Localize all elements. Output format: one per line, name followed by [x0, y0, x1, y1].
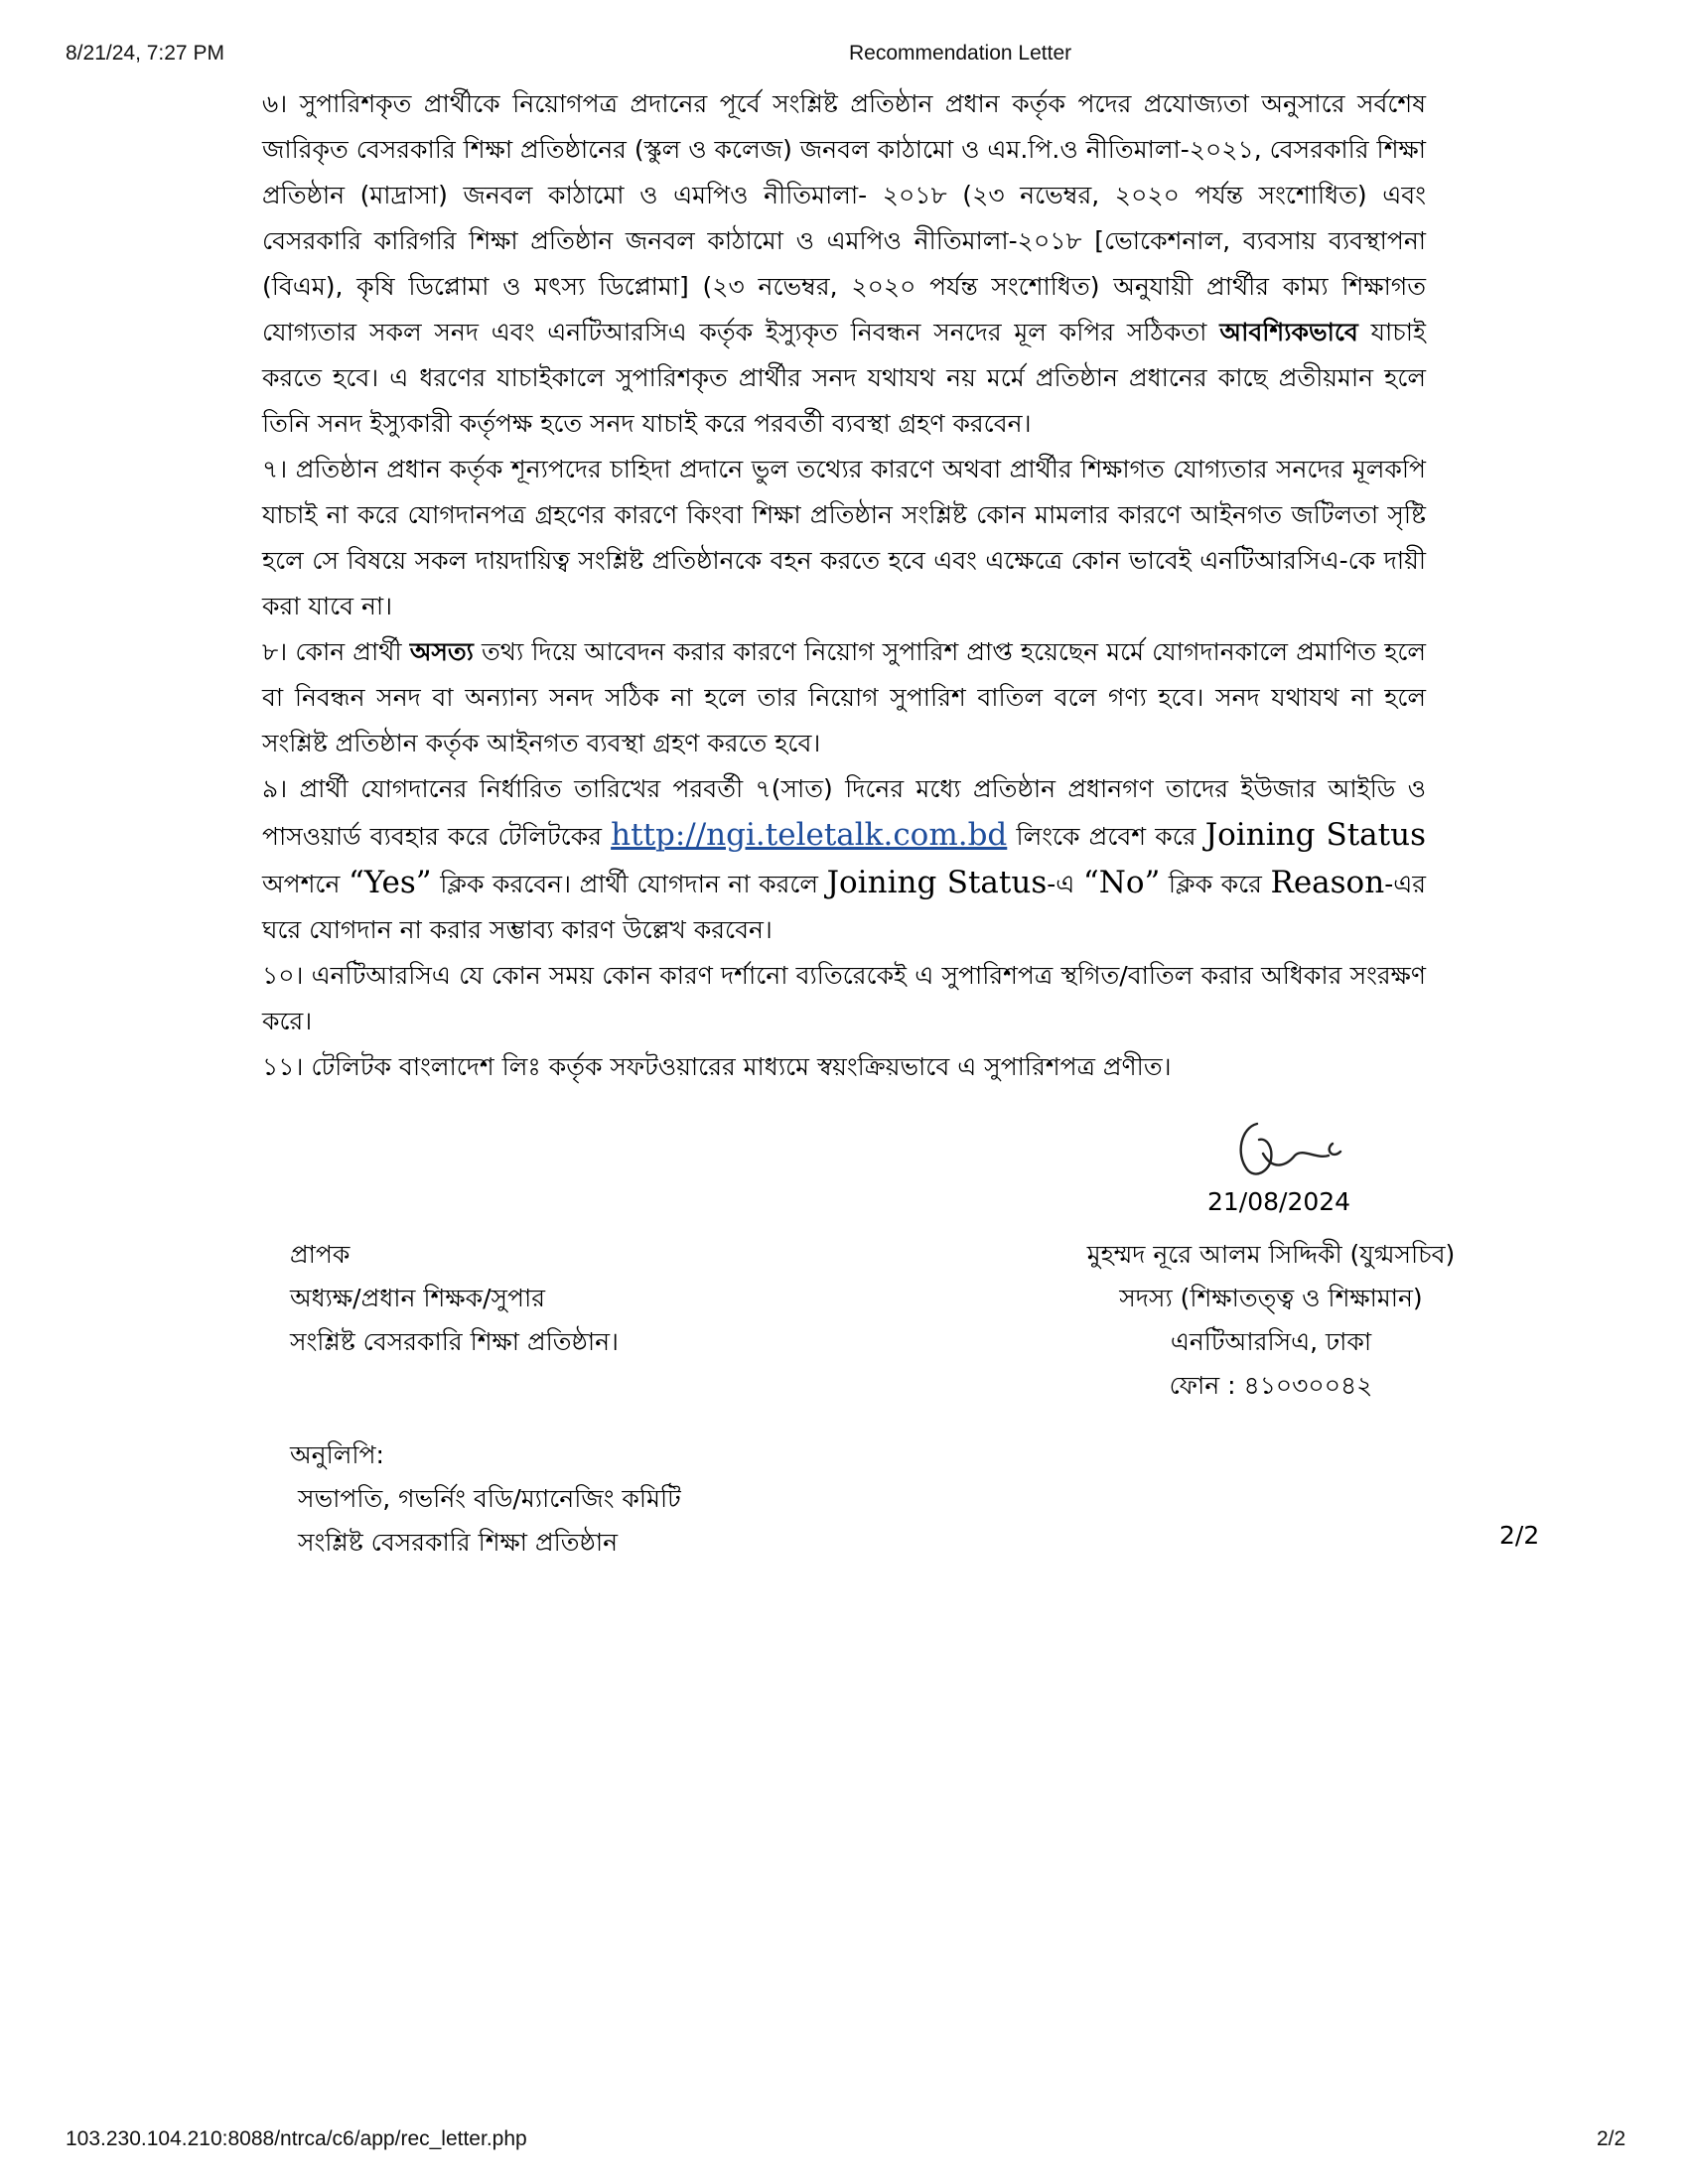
bold-false: অসত্য — [409, 637, 474, 666]
signatory-phone: ফোন : ৪১০৩০০৪২ — [1169, 1371, 1373, 1400]
signatory-office: এনটিআরসিএ, ঢাকা — [1170, 1327, 1372, 1356]
paragraph-10: ১০। এনটিআরসিএ যে কোন সময় কোন কারণ দর্শানো ব্যতিরেকেই এ সুপারিশপত্র স্থগিত/বাতিল করার অধিকার সংরক্ষণ করে। — [262, 961, 1426, 1035]
recipient-line-1: অধ্যক্ষ/প্রধান শিক্ষক/সুপার — [290, 1284, 545, 1312]
copy-to-label: অনুলিপি: — [290, 1440, 384, 1469]
bold-mandatory: আবশ্যিকভাবে — [1219, 318, 1358, 346]
print-title: Recommendation Letter — [849, 42, 1072, 65]
letter-page-number: 2/2 — [1499, 1521, 1540, 1550]
signature-date: 21/08/2024 — [1207, 1187, 1351, 1216]
recipient-block — [290, 1233, 619, 1364]
letter-body — [262, 81, 1426, 1090]
teletalk-link[interactable]: http://ngi.teletalk.com.bd — [611, 817, 1008, 853]
copy-to-block — [290, 1433, 681, 1565]
print-url: 103.230.104.210:8088/ntrca/c6/app/rec_letter.php — [66, 2127, 527, 2150]
copy-to-line-1: সভাপতি, গভর্নিং বডি/ম্যানেজিং কমিটি — [298, 1484, 681, 1513]
print-page-number: 2/2 — [1597, 2127, 1626, 2150]
paragraph-8: ৮। কোন প্রার্থী অসত্য তথ্য দিয়ে আবেদন করার কারণে নিয়োগ সুপারিশ প্রাপ্ত হয়েছেন মর্মে যোগদানকালে প্রমাণিত হলে বা নিবন্ধন সনদ বা অন্যান্য সনদ সঠিক না হলে তার নিয়োগ সুপারিশ বাতিল বলে গণ্য হবে। সনদ যথাযথ না হলে সংশ্লিষ্ট প্রতিষ্ঠান কর্তৃক আইনগত ব্যবস্থা গ্রহণ করতে হবে। — [262, 637, 1426, 757]
paragraph-6: ৬। সুপারিশকৃত প্রার্থীকে নিয়োগপত্র প্রদানের পূর্বে সংশ্লিষ্ট প্রতিষ্ঠান প্রধান কর্তৃক পদের প্রযোজ্যতা অনুসারে সর্বশেষ জারিকৃত বেসরকারি শিক্ষা প্রতিষ্ঠানের (স্কুল ও কলেজ) জনবল কাঠামো ও এম.পি.ও নীতিমালা-২০২১, বেসরকারি শিক্ষা প্রতিষ্ঠান (মাদ্রাসা) জনবল কাঠামো ও এমপিও নীতিমালা- ২০১৮ (২৩ নভেম্বর, ২০২০ পর্যন্ত সংশোধিত) এবং বেসরকারি কারিগরি শিক্ষা প্রতিষ্ঠান জনবল কাঠামো ও এমপিও নীতিমালা-২০১৮ [ভোকেশনাল, ব্যবসায় ব্যবস্থাপনা (বিএম), কৃষি ডিপ্লোমা ও মৎস্য ডিপ্লোমা] (২৩ নভেম্বর, ২০২০ পর্যন্ত সংশোধিত) অনুযায়ী প্রার্থীর কাম্য শিক্ষাগত যোগ্যতার সকল সনদ এবং এনটিআরসিএ কর্তৃক ইস্যুকৃত নিবন্ধন সনদের মূল কপির সঠিকতা আবশ্যিকভাবে যাচাই করতে হবে। এ ধরণের যাচাইকালে সুপারিশকৃত প্রার্থীর সনদ যথাযথ নয় মর্মে প্রতিষ্ঠান প্রধানের কাছে প্রতীয়মান হলে তিনি সনদ ইস্যুকারী কর্তৃপক্ষ হতে সনদ যাচাই করে পরবর্তী ব্যবস্থা গ্রহণ করবেন। — [262, 89, 1427, 438]
print-datetime: 8/21/24, 7:27 PM — [66, 42, 224, 65]
signature-icon — [1229, 1114, 1358, 1183]
paragraph-9: ৯। প্রার্থী যোগদানের নির্ধারিত তারিখের পরবর্তী ৭(সাত) দিনের মধ্যে প্রতিষ্ঠান প্রধানগণ তাদের ইউজার আইডি ও পাসওয়ার্ড ব্যবহার করে টেলিটকের http://ngi.teletalk.com.bd লিংকে প্রবেশ করে Joining Status অপশনে “Yes” ক্লিক করবেন। প্রার্থী যোগদান না করলে Joining Status-এ “No” ক্লিক করে Reason-এর ঘরে যোগদান না করার সম্ভাব্য কারণ উল্লেখ করবেন। — [262, 774, 1426, 944]
paragraph-7: ৭। প্রতিষ্ঠান প্রধান কর্তৃক শূন্যপদের চাহিদা প্রদানে ভুল তথ্যের কারণে অথবা প্রার্থীর শিক্ষাগত যোগ্যতার সনদের মূলকপি যাচাই না করে যোগদানপত্র গ্রহণের কারণে কিংবা শিক্ষা প্রতিষ্ঠান সংশ্লিষ্ট কোন মামলার কারণে আইনগত জটিলতা সৃষ্টি হলে সে বিষয়ে সকল দায়দায়িত্ব সংশ্লিষ্ট প্রতিষ্ঠানকে বহন করতে হবে এবং এক্ষেত্রে কোন ভাবেই এনটিআরসিএ-কে দায়ী করা যাবে না। — [262, 455, 1426, 620]
paragraph-11: ১১। টেলিটক বাংলাদেশ লিঃ কর্তৃক সফটওয়ারের মাধ্যমে স্বয়ংক্রিয়ভাবে এ সুপারিশপত্র প্রণীত। — [262, 1052, 1172, 1081]
signatory-block — [1033, 1233, 1509, 1408]
signatory-name: মুহম্মদ নূরে আলম সিদ্দিকী (যুগ্মসচিব) — [1086, 1240, 1456, 1269]
recipient-label: প্রাপক — [290, 1240, 351, 1269]
copy-to-line-2: সংশ্লিষ্ট বেসরকারি শিক্ষা প্রতিষ্ঠান — [298, 1528, 619, 1557]
recipient-line-2: সংশ্লিষ্ট বেসরকারি শিক্ষা প্রতিষ্ঠান। — [290, 1327, 619, 1356]
signatory-designation: সদস্য (শিক্ষাতত্ত্ব ও শিক্ষামান) — [1119, 1284, 1423, 1312]
